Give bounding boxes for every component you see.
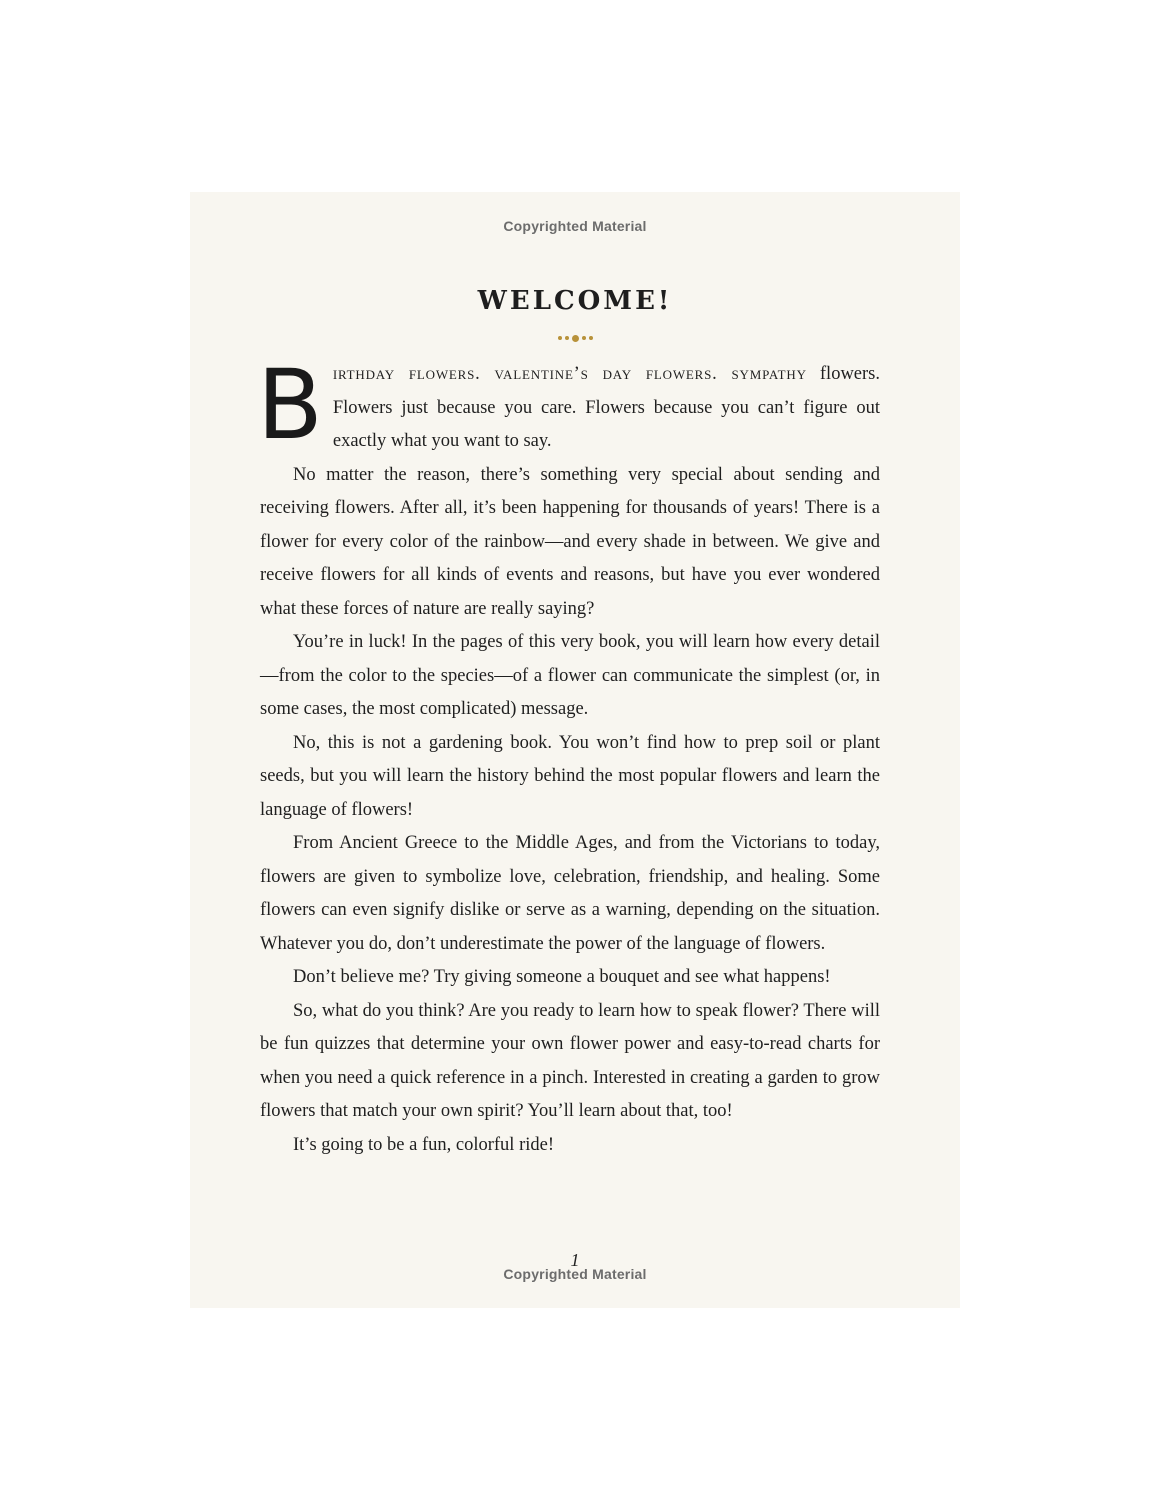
ornament-dot [582,336,586,340]
paragraph: No, this is not a gardening book. You won’t find how to prep soil or plant seeds, but you will learn the history behind the most popular flowers and learn the language of flowers! [260,732,880,820]
intro-small-caps: irthday flowers. valentine’s day flowers. sympathy [332,364,807,384]
copyright-watermark-top: Copyrighted Material [503,218,647,234]
intro-rest: flowers. Flowers just because you care. Flowers because you can’t figure out exactly what you want to say. [332,364,881,451]
intro-paragraph [257,349,881,461]
paragraph: It’s going to be a fun, colorful ride! [293,1134,554,1155]
paragraph: Don’t believe me? Try giving someone a bouquet and see what happens! [293,967,831,987]
page-number: 1 [570,1250,580,1270]
paragraph: From Ancient Greece to the Middle Ages, and from the Victorians to today, flowers are given to symbolize love, celebration, friendship, and healing. Some flowers can even signify dislike or serve as a warning, depending on the situation. Whatever you do, don’t underestimate the power of the language of flowers. [260,833,880,954]
drop-cap: B [257,349,323,461]
paragraph: You’re in luck! In the pages of this very book, you will learn how every detail—from the color to the species—of a flower can communicate the simplest (or, in some cases, the most complicated) message. [260,632,880,719]
ornament-dot [589,336,593,340]
title-ornament [190,332,960,344]
chapter-title: WELCOME! [477,286,673,316]
ornament-dot [558,336,562,340]
book-page [190,192,960,1308]
body-text [257,349,881,1162]
paragraph: No matter the reason, there’s something very special about sending and receiving flowers. After all, it’s been happening for thousands of years! There is a flower for every color of the rainbow—and every shade in between. We give and receive flowers for all kinds of events and reasons, but have you ever wondered what these forces of nature are really saying? [260,464,880,619]
ornament-dot-center [572,335,579,342]
paragraph: So, what do you think? Are you ready to learn how to speak flower? There will be fun quizzes that determine your own flower power and easy-to-read charts for when you need a quick reference in a pinch. Interested in creating a garden to grow flowers that match your own spirit? You’ll learn about that, too! [260,1000,880,1121]
ornament-dot [565,336,569,340]
copyright-watermark-bottom: Copyrighted Material [503,1266,647,1282]
